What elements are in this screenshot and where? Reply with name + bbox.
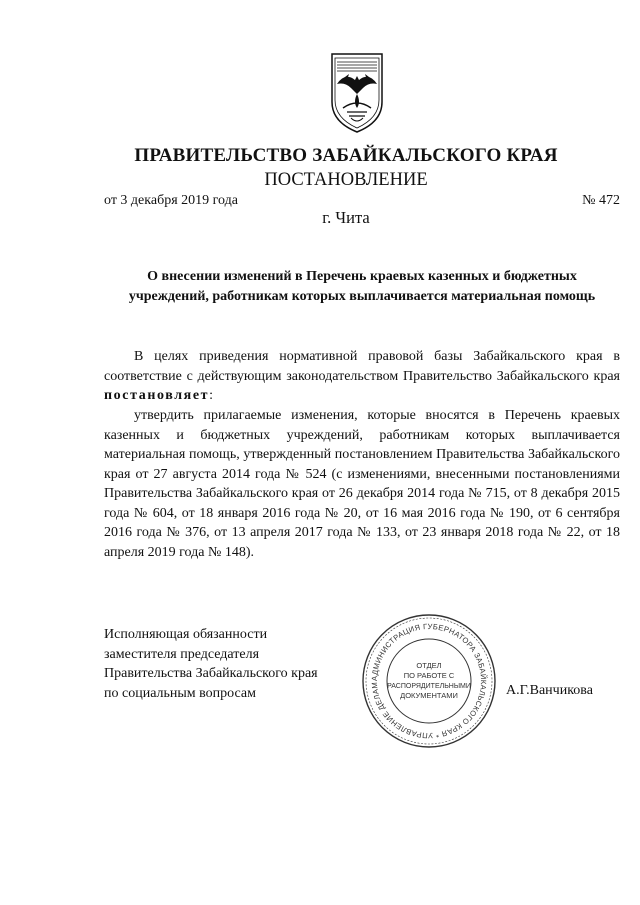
official-seal-icon xyxy=(360,612,498,750)
seal-center-line-4: ДОКУМЕНТАМИ xyxy=(400,691,458,700)
paragraph-resolution: утвердить прилагаемые изменения, которые вносятся в Перечень краевых казенных и бюджетных учреждений, работникам которых выплачивается материальная помощь, утвержденный постановлением Правительства Забайкальского края от 27 августа 2014 года № 524 (с изменениями, внесенными постановлениями Правительства Забайкальского края от 26 декабря 2014 года № 715, от 8 декабря 2015 года № 604, от 18 января 2016 года № 20, от 16 мая 2016 года № 190, от 6 сентября 2016 года № 376, от 13 апреля 2017 года № 133, от 23 января 2018 года № 22, от 18 апреля 2019 года № 148). xyxy=(104,408,620,560)
seal-outer-text: АДМИНИСТРАЦИЯ ГУБЕРНАТОРА ЗАБАЙКАЛЬСКОГО КРАЯ * УПРАВЛЕНИЕ ДЕЛАМ xyxy=(369,621,489,741)
subject-line-1: О внесении изменений в Перечень краевых казенных и бюджетных xyxy=(147,269,577,284)
coat-of-arms-icon xyxy=(327,50,387,136)
preamble-text: В целях приведения нормативной правовой базы Забайкальского края в соответствие с действующим законодательством Правительство Забайкальского края xyxy=(104,349,620,384)
paragraph-preamble xyxy=(104,347,620,406)
preamble-colon: : xyxy=(209,388,214,403)
signer-name: А.Г.Ванчикова xyxy=(506,683,593,698)
document-date: от 3 декабря 2019 года xyxy=(104,193,238,208)
organization-title: ПРАВИТЕЛЬСТВО ЗАБАЙКАЛЬСКОГО КРАЯ xyxy=(134,145,558,166)
signer-line-4: по социальным вопросам xyxy=(104,685,256,701)
document-number: № 472 xyxy=(582,193,620,208)
signer-line-1: Исполняющая обязанности xyxy=(104,627,268,642)
seal-center-line-1: ОТДЕЛ xyxy=(416,661,442,670)
seal-center-line-2: ПО РАБОТЕ С xyxy=(403,671,455,680)
signer-position xyxy=(104,625,364,703)
signer-line-3: Правительства Забайкальского края xyxy=(104,666,318,681)
signer-line-2: заместителя председателя xyxy=(104,646,260,662)
seal-center-line-3: РАСПОРЯДИТЕЛЬНЫМИ xyxy=(387,683,471,690)
document-subject xyxy=(104,267,620,307)
document-city: г. Чита xyxy=(322,208,370,227)
subject-line-2: учреждений, работникам которых выплачивается материальная помощь xyxy=(128,289,596,304)
document-type: ПОСТАНОВЛЕНИЕ xyxy=(264,170,428,190)
resolution-keyword: постановляет xyxy=(104,388,210,403)
